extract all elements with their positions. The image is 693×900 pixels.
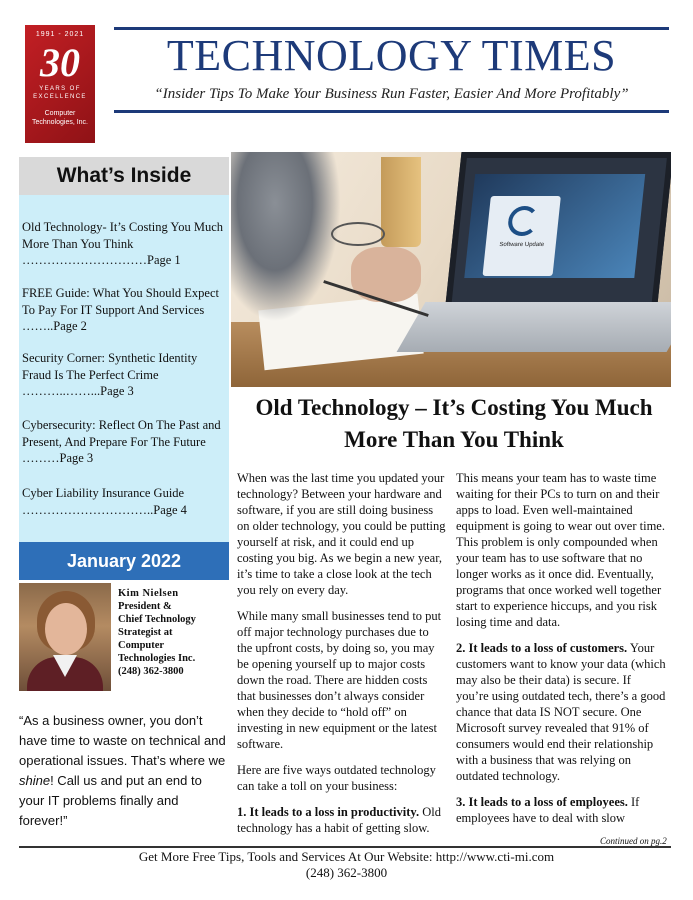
laptop-keyboard-shape	[397, 302, 671, 352]
toc-item-page: …………………………Page 1	[22, 253, 181, 267]
logo-years: 1991 - 2021	[35, 31, 85, 38]
author-title-line: Computer	[118, 640, 165, 651]
issue-month: January 2022	[19, 542, 229, 580]
article-paragraph: While many small businesses tend to put off major technology purchases due to the upfront costs, by doing so, you may be opening yourself up to major costs down the road. There are hidden costs that businesses don’t always consider when they decide to “hold off” on investing in new equipment or the latest software.	[237, 609, 442, 751]
newsletter-subtitle: “Insider Tips To Make Your Business Run Faster, Easier And More Profitably”	[154, 86, 629, 102]
toc-item[interactable]	[22, 285, 227, 335]
article-paragraph: This means your team has to waste time waiting for their PCs to turn on and their apps to load. Even well-maintained equipment is going to wear out over time. This problem is only compounded when your team has to use software that no longer works as it once did. Eventually, programs that once worked well together start to experience hiccups, and you risk losing time and data.	[456, 471, 665, 629]
logo-excellence-line2: EXCELLENCE	[33, 94, 87, 100]
point-text: If employees have to deal with slow	[456, 795, 640, 825]
article-paragraph: When was the last time you updated your technology? Between your hardware and software, if you are still doing business on older technology, you could be putting yourself at risk, and it could end up costing you big. As we begin a new year, it’s time to take a close look at the tech you rely on every day.	[237, 471, 446, 597]
author-name: Kim Nielsen	[118, 588, 179, 599]
author-title-line: Technologies Inc.	[118, 653, 196, 664]
article-column-1	[237, 470, 447, 846]
toc-item-page: ………Page 3	[22, 451, 94, 465]
logo-excellence-line1: YEARS OF	[39, 86, 81, 92]
masthead-rule-top	[114, 27, 669, 30]
toc-item[interactable]	[22, 485, 227, 518]
laptop-screen-shape	[444, 152, 671, 314]
hero-image	[231, 152, 671, 387]
toc-item-page: ……..Page 2	[22, 319, 87, 333]
footer-phone: (248) 362-3800	[305, 865, 388, 880]
continued-note: Continued on pg.2	[600, 836, 667, 846]
quote-text-start: “As a business owner, you don’t have time to waste on technical and operational issues. That’s where we	[19, 713, 226, 768]
point-text: Old technology has a habit of getting slow.	[237, 805, 441, 835]
company-logo	[25, 25, 95, 143]
update-dialog-title: Software Update	[499, 242, 545, 248]
toc-item-title: Cyber Liability Insurance Guide	[22, 486, 185, 500]
author-title-line: President &	[118, 601, 172, 612]
toc-item[interactable]	[22, 417, 227, 467]
toc-item-page: ………..……...Page 3	[22, 384, 134, 398]
author-title-line: Strategist at	[118, 627, 173, 638]
whats-inside-heading: What’s Inside	[19, 157, 229, 195]
toc-item-title: FREE Guide: What You Should Expect To Pay For IT Support And Services	[22, 286, 219, 317]
logo-company	[25, 109, 95, 127]
update-dialog	[482, 196, 560, 276]
glasses-shape	[331, 222, 385, 246]
article-paragraph: Here are five ways outdated technology can take a toll on your business:	[237, 763, 436, 793]
toc-item-page: …………………………..Page 4	[22, 502, 187, 517]
toc-item-title: Security Corner: Synthetic Identity Fraud Is The Perfect Crime	[22, 351, 198, 382]
masthead-rule-bottom	[114, 110, 669, 113]
footer-website[interactable]: Get More Free Tips, Tools and Services At Our Website: http://www.cti-mi.com	[138, 849, 555, 864]
logo-number: 30	[40, 40, 80, 85]
author-bio	[118, 587, 228, 678]
point-heading: 1. It leads to a loss in productivity.	[237, 805, 420, 819]
toc-item[interactable]	[22, 350, 227, 400]
footer-rule	[19, 846, 671, 848]
article-column-2	[456, 470, 666, 836]
author-photo	[19, 583, 111, 691]
person-shape	[231, 152, 341, 322]
logo-excellence	[25, 85, 95, 101]
article-headline: Old Technology – It’s Costing You Much More Than You Think	[255, 395, 653, 452]
newsletter-title: TECHNOLOGY TIMES	[166, 31, 617, 80]
article-paragraph	[456, 640, 666, 784]
pencil-cup-shape	[381, 157, 421, 247]
logo-company-line1: Computer	[44, 110, 76, 117]
logo-company-line2: Technologies, Inc.	[31, 119, 89, 126]
quote-emphasis: shine	[19, 773, 51, 788]
article-paragraph	[237, 804, 447, 836]
laptop-display	[464, 174, 645, 278]
photo-face-shape	[45, 603, 87, 655]
point-heading: 3. It leads to a loss of employees.	[456, 795, 628, 809]
article-paragraph	[456, 794, 666, 826]
author-phone: (248) 362-3800	[118, 666, 184, 677]
toc-item-title: Old Technology- It’s Costing You Much More Than You Think	[22, 220, 223, 251]
quote-text-end: ! Call us and put an end to your IT problems finally and forever!”	[19, 773, 202, 828]
point-heading: 2. It leads to a loss of customers.	[456, 641, 628, 655]
sidebar-quote	[19, 711, 229, 831]
toc-item-title: Cybersecurity: Reflect On The Past and Present, And Prepare For The Future	[22, 418, 221, 449]
refresh-icon	[507, 206, 540, 236]
toc-item[interactable]	[22, 219, 227, 269]
author-title-line: Chief Technology	[118, 614, 196, 625]
point-text: Your customers want to know your data (which may also be their data) is secure. If you’re using outdated tech, there’s a good chance that data IS NOT secure. One Microsoft survey revealed that 91% of consumers would end their relationship with a business that was relying on outdated technology.	[456, 641, 666, 783]
